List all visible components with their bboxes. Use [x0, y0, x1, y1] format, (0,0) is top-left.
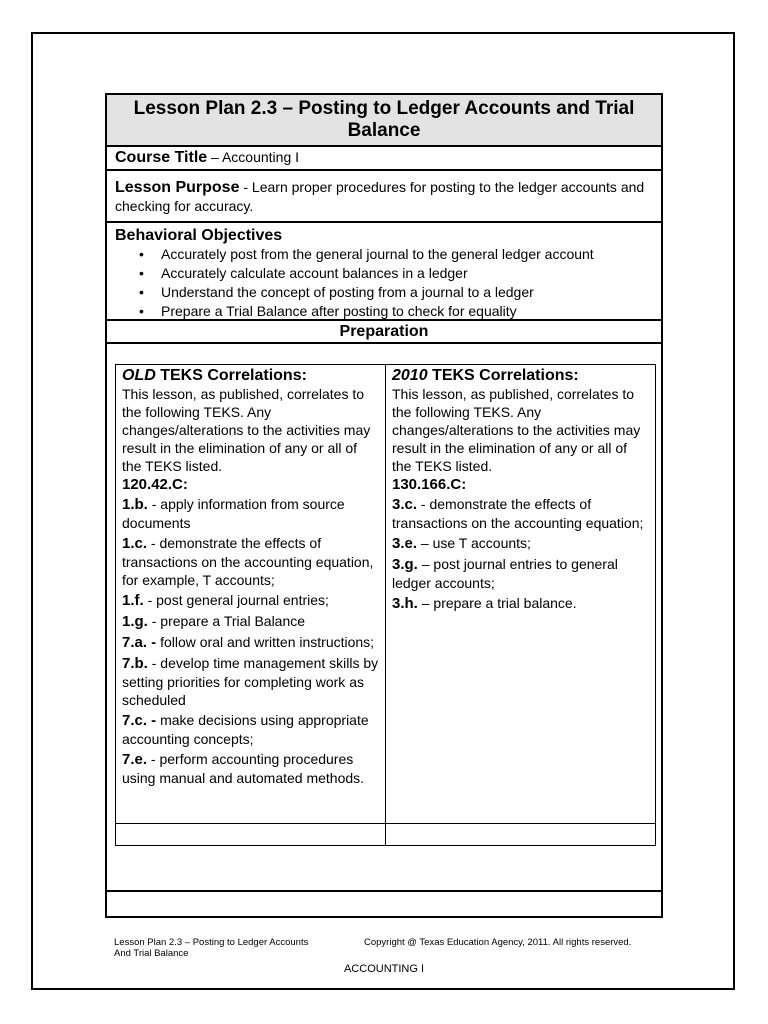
lesson-purpose-label: Lesson Purpose — [115, 179, 240, 196]
footer-lesson-line2: And Trial Balance — [114, 948, 189, 959]
teks-empty-row — [116, 823, 655, 845]
objectives-list — [115, 245, 653, 321]
teks-item-code: 7.e. — [122, 751, 148, 768]
old-teks-heading-text: TEKS Correlations: — [155, 367, 307, 384]
teks-item-text: – use T accounts; — [417, 535, 531, 551]
teks-item-code: 1.c. — [122, 535, 148, 552]
teks-item — [122, 633, 379, 652]
teks-item-text: – post journal entries to general ledger accounts; — [392, 556, 618, 591]
lesson-title-text: Lesson Plan 2.3 – Posting to Ledger Accounts and Trial Balance — [133, 98, 635, 141]
teks-item — [392, 495, 649, 532]
teks-item — [122, 750, 379, 787]
objective-item: • Prepare a Trial Balance after posting to check for equality — [161, 302, 653, 321]
teks-item — [122, 654, 379, 709]
preparation-header — [107, 321, 661, 344]
footer-lesson-name — [114, 937, 344, 959]
teks-item-text: - perform accounting procedures using manual and automated methods. — [122, 751, 365, 786]
teks-item-code: 3.c. — [392, 496, 418, 513]
teks-item — [122, 591, 379, 610]
lesson-plan-table — [105, 93, 663, 918]
old-teks-code: 120.42.C: — [122, 476, 188, 493]
objective-item: • Understand the concept of posting from a journal to a ledger — [161, 283, 653, 302]
lesson-purpose-value: - Learn proper procedures for posting to the ledger accounts and checking for accuracy. — [115, 179, 645, 214]
new-teks-heading-italic: 2010 — [392, 367, 428, 384]
teks-item-code: 3.h. — [392, 595, 418, 612]
behavioral-objectives-row — [107, 223, 661, 321]
footer-copyright: Copyright @ Texas Education Agency, 2011. All rights reserved. — [364, 937, 632, 948]
teks-item — [392, 555, 649, 592]
footer-lesson-line1: Lesson Plan 2.3 – Posting to Ledger Accounts — [114, 937, 309, 948]
teks-item-code: 7.b. — [122, 655, 148, 672]
preparation-label: Preparation — [339, 323, 429, 340]
old-teks-intro: This lesson, as published, correlates to the following TEKS. Any changes/alterations to the activities may result in the elimination of any or all of the TEKS listed. — [122, 386, 371, 474]
preparation-body — [107, 344, 661, 892]
footer-course: ACCOUNTING I — [343, 963, 425, 975]
lesson-purpose-row — [107, 171, 661, 223]
teks-item — [392, 534, 649, 553]
old-teks-heading-italic: OLD — [122, 367, 156, 384]
teks-empty-row-divider — [385, 824, 386, 845]
lesson-title — [107, 95, 661, 147]
new-teks-column — [386, 365, 655, 823]
empty-bottom-row — [107, 892, 661, 916]
course-title-value: – Accounting I — [207, 149, 300, 165]
teks-item-text: - demonstrate the effects of transactions on the accounting equation; — [392, 496, 644, 531]
teks-item — [122, 711, 379, 748]
teks-item-text: follow oral and written instructions; — [156, 634, 375, 650]
teks-correlations-table — [115, 364, 656, 846]
teks-item-text: - post general journal entries; — [143, 592, 329, 608]
objective-item: • Accurately calculate account balances in a ledger — [161, 264, 653, 283]
course-title-row — [107, 147, 661, 171]
new-teks-heading-text: TEKS Correlations: — [427, 367, 579, 384]
teks-item-code: 3.e. — [392, 535, 418, 552]
teks-item-code: 1.f. — [122, 592, 144, 609]
teks-item-code: 7.a. - — [122, 634, 157, 651]
teks-item-code: 1.g. — [122, 613, 148, 630]
new-teks-intro: This lesson, as published, correlates to the following TEKS. Any changes/alterations to the activities may result in the elimination of any or all of the TEKS listed. — [392, 386, 641, 474]
behavioral-objectives-label: Behavioral Objectives — [115, 227, 283, 244]
teks-item-text: - prepare a Trial Balance — [147, 613, 306, 629]
new-teks-heading — [392, 366, 649, 385]
teks-item-code: 7.c. - — [122, 712, 157, 729]
teks-item-code: 1.b. — [122, 496, 148, 513]
old-teks-heading — [122, 366, 379, 385]
objective-item: • Accurately post from the general journal to the general ledger account — [161, 245, 653, 264]
new-teks-code: 130.166.C: — [392, 476, 467, 493]
teks-item-text: – prepare a trial balance. — [417, 595, 577, 611]
teks-item — [122, 612, 379, 631]
teks-item — [122, 495, 379, 532]
old-teks-column — [116, 365, 386, 823]
teks-item — [392, 594, 649, 613]
teks-item-text: - apply information from source documents — [122, 496, 345, 531]
teks-item — [122, 534, 379, 589]
teks-item-text: - demonstrate the effects of transactions on the accounting equation, for example, T accounts; — [122, 535, 374, 588]
course-title-label: Course Title — [115, 149, 208, 166]
teks-item-text: make decisions using appropriate accounting concepts; — [122, 712, 369, 747]
teks-item-text: - develop time management skills by setting priorities for completing work as scheduled — [122, 655, 379, 708]
teks-item-code: 3.g. — [392, 556, 418, 573]
